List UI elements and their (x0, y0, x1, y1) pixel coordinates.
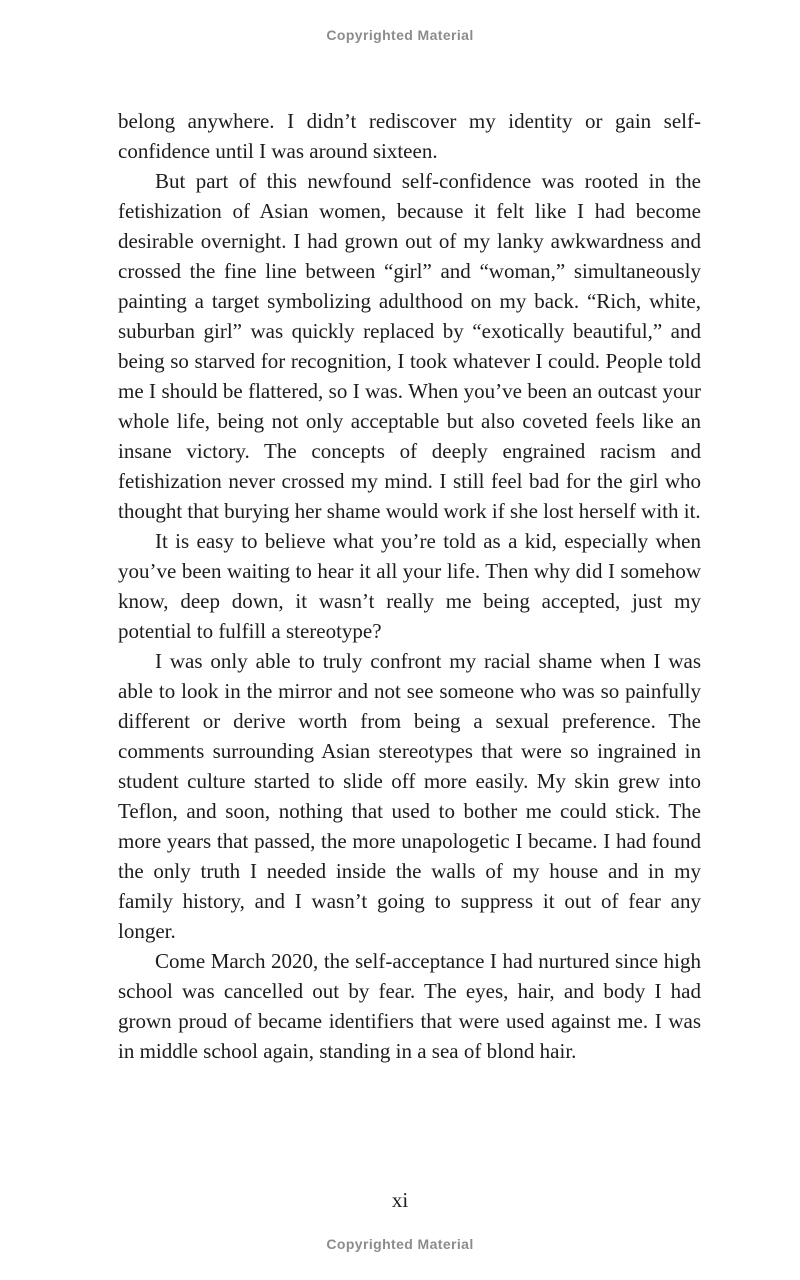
page-number: xi (391, 1188, 409, 1212)
body-paragraph: Come March 2020, the self-acceptance I had nurtured since high school was cancelled out by fear. The eyes, hair, and body I had grown proud of became identifiers that were used against me. I was in middle school again, standing in a sea of blond hair. (118, 949, 701, 1063)
body-paragraph: But part of this newfound self-confidence was rooted in the fetishization of Asian women, because it felt like I had become desirable overnight. I had grown out of my lanky awkwardness and crossed the fine line between “girl” and “woman,” simultaneously painting a target symbolizing adulthood on my back. “Rich, white, suburban girl” was quickly replaced by “exotically beautiful,” and being so starved for recognition, I took whatever I could. People told me I should be flattered, so I was. When you’ve been an outcast your whole life, being not only acceptable but also coveted feels like an insane victory. The concepts of deeply engrained racism and fetishization never crossed my mind. I still feel bad for the girl who thought that burying her shame would work if she lost herself with it. (118, 169, 701, 523)
body-paragraph: It is easy to believe what you’re told as a kid, especially when you’ve been waiting to hear it all your life. Then why did I somehow know, deep down, it wasn’t really me being accepted, just my potential to fulfill a stereotype? (118, 529, 701, 643)
copyright-notice-top: Copyrighted Material (326, 27, 474, 43)
body-paragraph: belong anywhere. I didn’t rediscover my identity or gain self-confidence until I was around sixteen. (118, 109, 701, 163)
body-text-block (118, 106, 701, 1066)
body-paragraph: I was only able to truly confront my racial shame when I was able to look in the mirror and not see someone who was so painfully different or derive worth from being a sexual preference. The comments surrounding Asian stereotypes that were so ingrained in student culture started to slide off more easily. My skin grew into Teflon, and soon, nothing that used to bother me could stick. The more years that passed, the more unapologetic I became. I had found the only truth I needed inside the walls of my house and in my family history, and I wasn’t going to suppress it out of fear any longer. (118, 649, 701, 943)
copyright-notice-bottom: Copyrighted Material (326, 1236, 474, 1252)
